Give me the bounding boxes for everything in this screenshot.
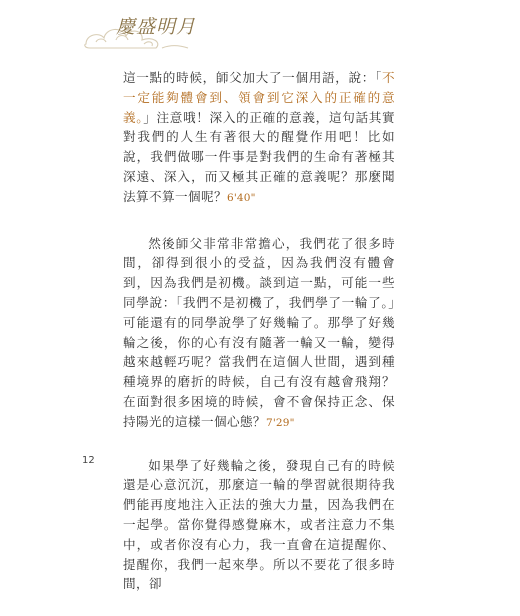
- quote-highlight: 不一定能夠體會到、領會到它深入的正確的意義。: [123, 70, 395, 125]
- paragraph-2: [123, 234, 395, 434]
- timestamp: 7'29": [265, 416, 295, 429]
- timestamp: 6'40": [226, 191, 256, 204]
- paragraph-text: 如果學了好幾輪之後，發現自己有的時候還是心意沉沉，那麼這一輪的學習就很期待我們能再度地注入正法的強大力量，因為我們在一起學。當你覺得感覺麻木，或者注意力不集中，或者你沒有心力，我一直會在這提醒你、提醒你，我們一起來學。所以不要花了很多時間，卻: [123, 457, 395, 592]
- page-header: [82, 2, 197, 54]
- paragraph-text: 這一點的時候，師父加大了一個用語，說：「: [123, 70, 382, 85]
- paragraph-text: 」注意哦！深入的正確的意義，這句話其實對我們的人生有著很大的醒覺作用吧！比如說，我們做哪一件事是對我們的生命有著極其深遠、深入，而又極其正確的意義呢？那麼聞法算不算一個呢？: [123, 109, 395, 204]
- article-body: [123, 68, 395, 616]
- page-number: 12: [82, 455, 95, 466]
- brand-title: 慶盛明月: [116, 16, 197, 38]
- paragraph-text: 然後師父非常非常擔心，我們花了很多時間，卻得到很小的受益，因為我們沒有體會到，因為我們是初機。談到這一點，可能一些同學說：「我們不是初機了，我們學了一輪了。」可能還有的同學說學了好幾輪了。那學了好幾輪之後，你的心有沒有隨著一輪又一輪，變得越來越輕巧呢？當我們在這個人世間，遇到種種境界的磨折的時候，自己有沒有越會飛翔？在面對很多困境的時候，會不會保持正念、保持陽光的這樣一個心態？: [123, 235, 395, 429]
- paragraph-3: [123, 456, 395, 595]
- paragraph-1: [123, 68, 395, 209]
